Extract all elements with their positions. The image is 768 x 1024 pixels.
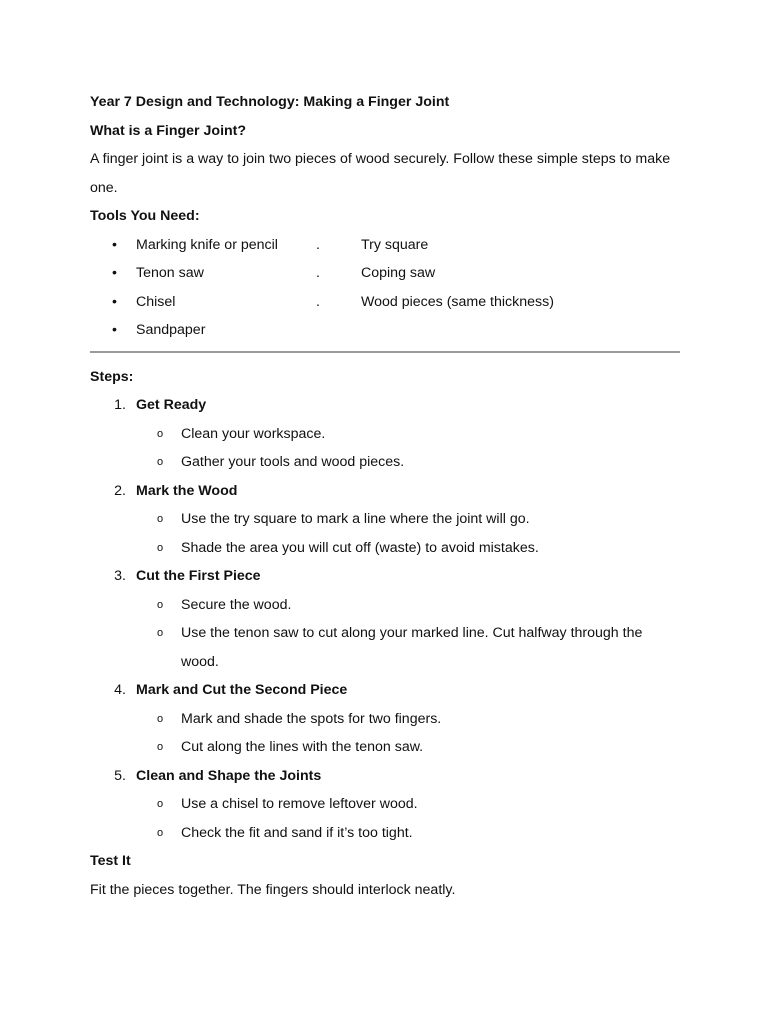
- tool-row: [90, 316, 680, 345]
- step-title: Mark and Cut the Second Piece: [136, 682, 348, 698]
- circle-bullet-icon: o: [157, 541, 164, 554]
- step-heading: [90, 762, 680, 791]
- circle-bullet-icon: o: [157, 598, 164, 611]
- horizontal-divider: [90, 351, 680, 353]
- substep-text: Secure the wood.: [181, 596, 292, 613]
- step-number: 3.: [114, 568, 126, 584]
- steps-list: [90, 391, 680, 847]
- step-heading: [90, 391, 680, 420]
- substep-text: Use a chisel to remove leftover wood.: [181, 796, 418, 812]
- substep-text: Clean your workspace.: [181, 425, 326, 442]
- step-substep: [90, 819, 680, 848]
- tool-row: [90, 259, 680, 288]
- circle-bullet-icon: o: [157, 741, 164, 753]
- step-number: 1.: [114, 397, 126, 413]
- test-paragraph: Fit the pieces together. The fingers should interlock neatly.: [90, 881, 456, 898]
- circle-bullet-icon: o: [157, 456, 164, 468]
- tools-list: [90, 231, 680, 345]
- step-substep: [90, 591, 680, 620]
- circle-bullet-icon: o: [157, 513, 164, 525]
- step-substep: [90, 705, 680, 734]
- step-number: 2.: [114, 482, 126, 499]
- step-heading: [90, 477, 680, 506]
- step-title: Get Ready: [136, 397, 207, 413]
- document-title: Year 7 Design and Technology: Making a Finger Joint: [90, 94, 450, 110]
- step-substep: [90, 534, 680, 563]
- substep-text: Gather your tools and wood pieces.: [181, 454, 405, 470]
- tool-item: Try square: [361, 236, 429, 253]
- step-heading: [90, 562, 680, 591]
- substep-text: Mark and shade the spots for two fingers.: [181, 710, 442, 727]
- what-heading: What is a Finger Joint?: [90, 122, 247, 139]
- tool-separator: .: [316, 293, 320, 310]
- tool-item: Marking knife or pencil: [136, 236, 278, 253]
- circle-bullet-icon: o: [157, 826, 164, 839]
- circle-bullet-icon: o: [157, 798, 164, 810]
- intro-paragraph: A finger joint is a way to join two pieces of wood securely. Follow these simple steps to make one.: [90, 151, 671, 196]
- step-substep: [90, 505, 680, 534]
- circle-bullet-icon: o: [157, 427, 164, 440]
- step-substep: [90, 448, 680, 477]
- tool-separator: .: [316, 236, 320, 253]
- bullet-icon: •: [112, 322, 117, 338]
- step-heading: [90, 676, 680, 705]
- substep-text: Check the fit and sand if it’s too tight.: [181, 824, 413, 841]
- tool-item: Sandpaper: [136, 322, 206, 338]
- substep-text: Use the tenon saw to cut along your marked line. Cut halfway through the wood.: [181, 625, 643, 670]
- step-title: Clean and Shape the Joints: [136, 767, 322, 784]
- tool-item: Chisel: [136, 293, 176, 310]
- tool-item: Wood pieces (same thickness): [361, 293, 554, 310]
- step-number: 4.: [114, 682, 126, 698]
- tool-row: [90, 231, 680, 260]
- tool-item: Coping saw: [361, 265, 436, 281]
- bullet-icon: •: [112, 236, 117, 253]
- step-substep: [90, 790, 680, 819]
- step-substep: [90, 733, 680, 762]
- tools-heading: Tools You Need:: [90, 208, 200, 224]
- substep-text: Cut along the lines with the tenon saw.: [181, 739, 424, 755]
- tool-separator: .: [316, 265, 320, 281]
- bullet-icon: •: [112, 293, 117, 310]
- substep-text: Use the try square to mark a line where the joint will go.: [181, 511, 530, 527]
- step-substep: [90, 420, 680, 449]
- circle-bullet-icon: o: [157, 627, 164, 639]
- step-title: Mark the Wood: [136, 482, 238, 499]
- step-substep: [90, 619, 680, 676]
- substep-text: Shade the area you will cut off (waste) to avoid mistakes.: [181, 539, 539, 556]
- circle-bullet-icon: o: [157, 712, 164, 725]
- document-page: [90, 88, 680, 904]
- step-number: 5.: [114, 767, 126, 784]
- bullet-icon: •: [112, 265, 117, 281]
- steps-heading: Steps:: [90, 368, 134, 385]
- tool-row: [90, 288, 680, 317]
- tool-item: Tenon saw: [136, 265, 204, 281]
- test-heading: Test It: [90, 853, 131, 869]
- step-title: Cut the First Piece: [136, 568, 261, 584]
